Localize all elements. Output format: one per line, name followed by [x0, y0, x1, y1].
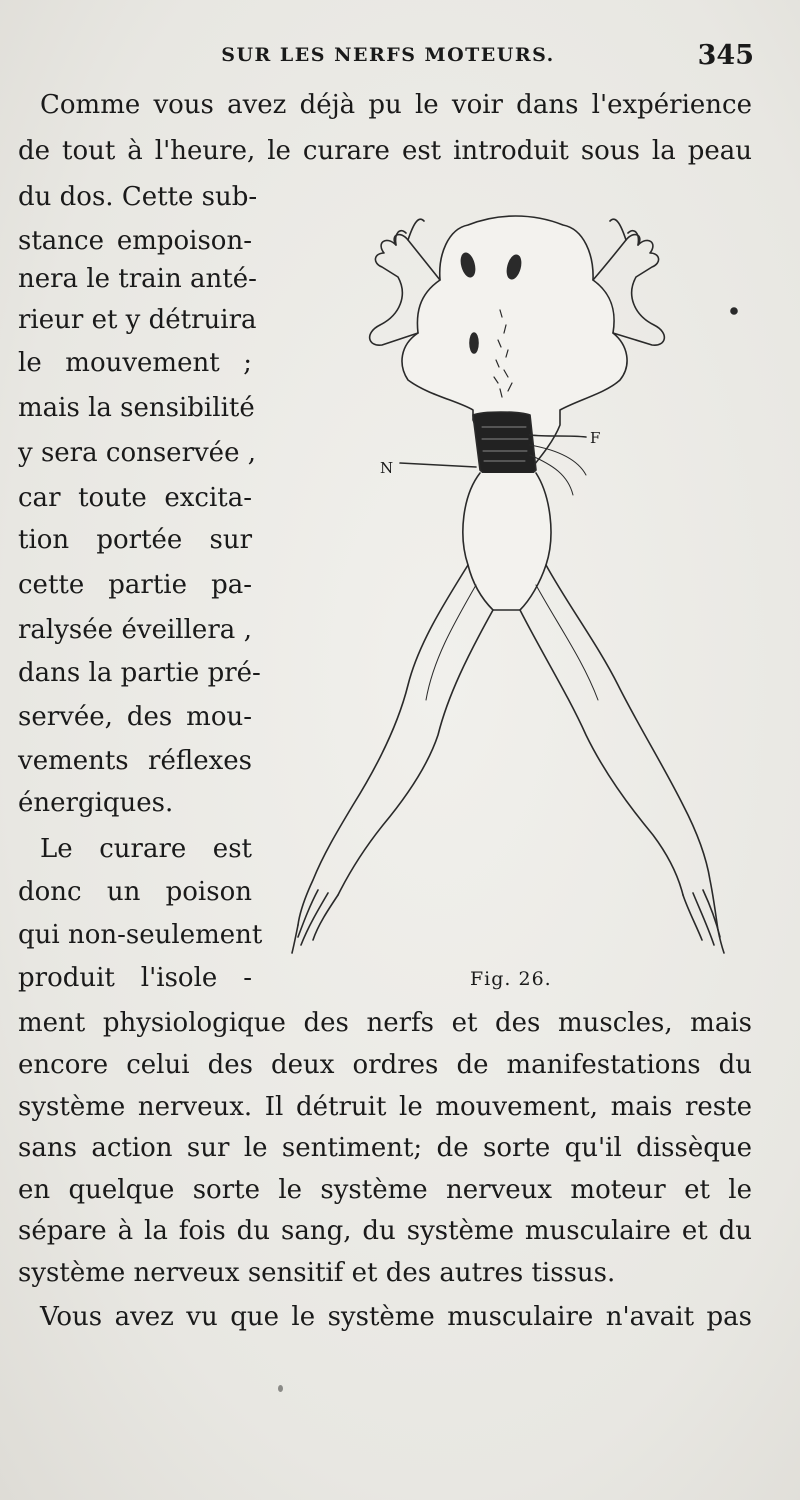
text-line: mais la sensibilité	[18, 393, 255, 423]
text-line: produit l'isole -	[18, 963, 252, 993]
text-line: qui non-seulement	[18, 920, 263, 950]
text-line: cette partie pa-	[18, 570, 252, 600]
text-line: encore celui des deux ordres de manifestations du	[18, 1050, 752, 1080]
running-head: SUR LES NERFS MOTEURS.	[221, 44, 555, 66]
frog-figure	[268, 205, 754, 965]
text-line: sépare à la fois du sang, du système musculaire et du	[18, 1216, 752, 1246]
text-line: Comme vous avez déjà pu le voir dans l'expérience	[40, 90, 752, 120]
text-line: ralysée éveillera ,	[18, 615, 252, 645]
text-line: car toute excita-	[18, 483, 252, 513]
page-header	[18, 40, 758, 76]
figure-label-n: N	[380, 459, 394, 477]
text-line: sans action sur le sentiment; de sorte qu'il dissèque	[18, 1133, 752, 1163]
text-line: servée, des mou-	[18, 702, 252, 732]
text-line: vements réflexes	[18, 746, 252, 776]
text-line: rieur et y détruira	[18, 305, 257, 335]
text-line: du dos. Cette sub-	[18, 182, 258, 212]
text-line: Vous avez vu que le système musculaire n'avait pas	[40, 1302, 752, 1332]
figure-label-f: F	[590, 429, 601, 447]
text-line: système nerveux. Il détruit le mouvement, mais reste	[18, 1092, 752, 1122]
text-line: dans la partie pré-	[18, 658, 261, 688]
text-line: Le curare est	[40, 834, 252, 864]
text-line: nera le train anté-	[18, 264, 257, 294]
text-line: tion portée sur	[18, 525, 252, 555]
figure-caption: Fig. 26.	[470, 968, 552, 990]
text-line: stance empoison-	[18, 226, 252, 256]
text-line: ment physiologique des nerfs et des muscles, mais	[18, 1008, 752, 1038]
text-line: en quelque sorte le système nerveux moteur et le	[18, 1175, 752, 1205]
text-line: y sera conservée ,	[18, 438, 256, 468]
text-line: système nerveux sensitif et des autres tissus.	[18, 1258, 616, 1288]
text-line: de tout à l'heure, le curare est introduit sous la peau	[18, 136, 752, 166]
page-number: 345	[697, 40, 754, 71]
text-line: le mouvement ;	[18, 348, 252, 378]
ink-smudge	[278, 1385, 283, 1392]
text-line: énergiques.	[18, 788, 174, 818]
text-line: donc un poison	[18, 877, 252, 907]
frog-illustration	[268, 205, 754, 965]
